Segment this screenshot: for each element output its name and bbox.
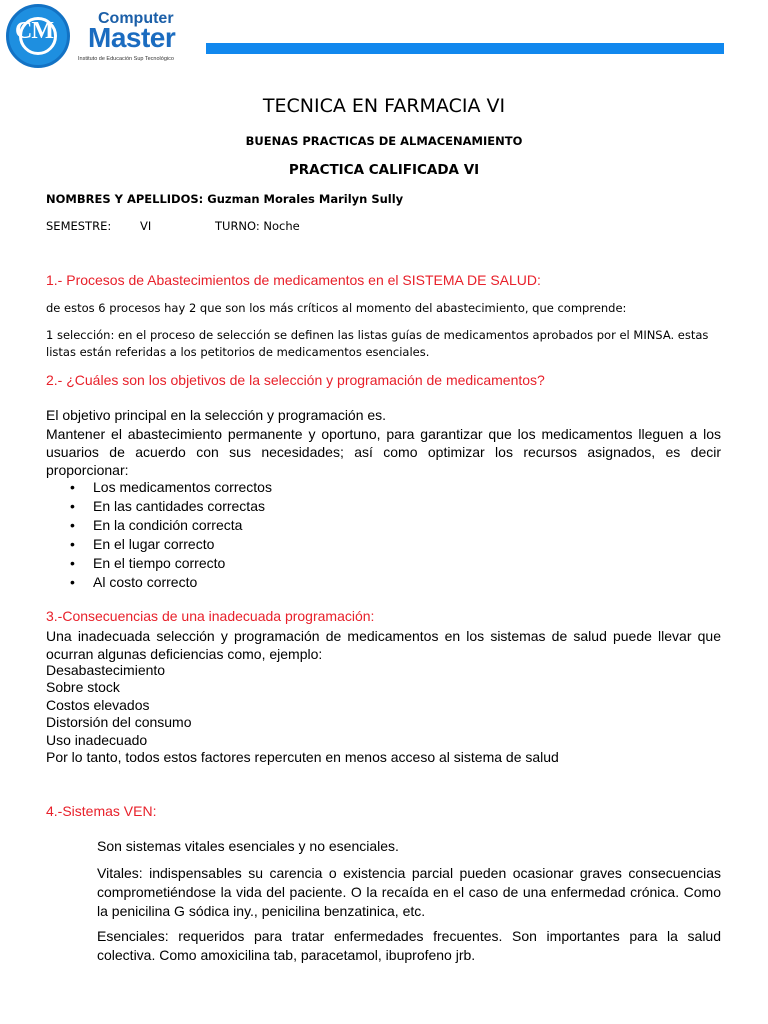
objectives-list [46, 478, 272, 592]
q1-heading: 1.- Procesos de Abastecimientos de medicamentos en el SISTEMA DE SALUD: [46, 272, 541, 288]
logo-title-line1: Computer [98, 10, 174, 27]
q3-conclusion: Por lo tanto, todos estos factores repercuten en menos acceso al sistema de salud [46, 749, 559, 765]
q3-paragraph-1: Una inadecuada selección y programación de medicamentos en los sistemas de salud puede llevar que ocurran algunas deficiencias como, ejemplo: [46, 628, 721, 662]
q3-item: Sobre stock [46, 679, 120, 695]
header-accent-bar [206, 43, 724, 54]
q2-paragraph-1: El objetivo principal en la selección y programación es. [46, 407, 387, 423]
q3-heading: 3.-Consecuencias de una inadecuada programación: [46, 608, 375, 624]
q4-paragraph-esenciales: Esenciales: requeridos para tratar enfermedades frecuentes. Son importantes para la salud colectiva. Como amoxicilina tab, paracetamol, ibuprofeno jrb. [97, 928, 721, 963]
q4-heading: 4.-Sistemas VEN: [46, 803, 157, 819]
q3-item: Distorsión del consumo [46, 714, 192, 730]
turno-line: TURNO: Noche [215, 219, 300, 233]
q3-item: Desabastecimiento [46, 662, 166, 678]
q3-item: Costos elevados [46, 697, 150, 713]
q1-paragraph-2-line1: 1 selección: en el proceso de selección se definen las listas guías de medicamentos aprobados por el MINSA. estas [46, 328, 709, 342]
document-subtitle: BUENAS PRACTICAS DE ALMACENAMIENTO [245, 134, 523, 148]
q1-paragraph-2-line2: listas están referidas a los petitorios de medicamentos esenciales. [46, 345, 430, 359]
q1-paragraph-1: de estos 6 procesos hay 2 que son los más críticos al momento del abastecimiento, que comprende: [46, 301, 627, 315]
q4-paragraph-1: Son sistemas vitales esenciales y no esenciales. [97, 838, 399, 854]
list-item: • En el lugar correcto [46, 535, 272, 554]
practice-title: PRACTICA CALIFICADA VI [288, 162, 480, 178]
student-name-line: NOMBRES Y APELLIDOS: Guzman Morales Marilyn Sully [46, 192, 404, 206]
list-item: • En el tiempo correcto [46, 554, 272, 573]
q3-item: Uso inadecuado [46, 732, 148, 748]
list-item: • En las cantidades correctas [46, 497, 272, 516]
list-item: • Al costo correcto [46, 573, 272, 592]
logo-title-line2: Master [88, 22, 176, 53]
q4-paragraph-vitales: Vitales: indispensables su carencia o existencia parcial pueden ocasionar graves consecuencias comprometiéndose la vida del paciente. O la recaída en el caso de una enfermedad crónica. Como la penicilina G sódica iny., penicilina benzatinica, etc. [97, 865, 721, 919]
logo-mark: CM [15, 18, 53, 44]
list-item: • Los medicamentos correctos [46, 478, 272, 497]
q2-paragraph-2: Mantener el abastecimiento permanente y oportuno, para garantizar que los medicamentos lleguen a los usuarios de acuerdo con sus necesidades; así como optimizar los recursos asignados, es decir proporcionar: [46, 426, 721, 478]
logo-subtitle: Instituto de Educación Sup Tecnológico [78, 56, 174, 62]
institute-logo [2, 2, 192, 74]
semester-label: SEMESTRE: [46, 219, 112, 233]
list-item: • En la condición correcta [46, 516, 272, 535]
q2-heading: 2.- ¿Cuáles son los objetivos de la selección y programación de medicamentos? [46, 372, 545, 388]
document-title: TECNICA EN FARMACIA VI [262, 95, 506, 117]
semester-value: VI [140, 219, 152, 233]
